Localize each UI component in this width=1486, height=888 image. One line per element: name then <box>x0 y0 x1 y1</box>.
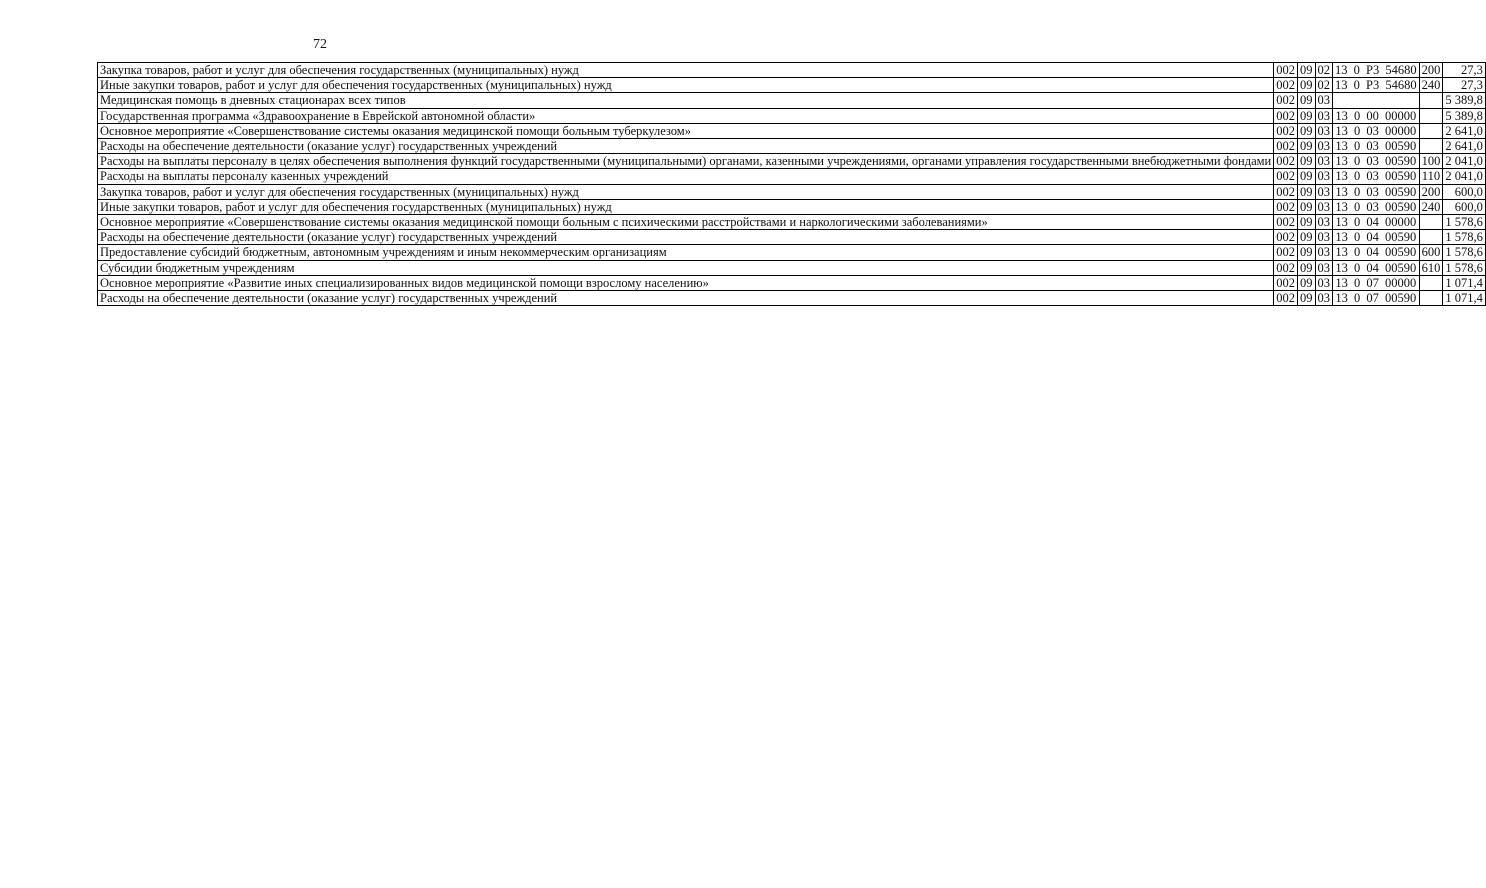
expense-type-cell: 240 <box>1419 199 1443 214</box>
expense-type-cell: 610 <box>1419 260 1443 275</box>
subsection-code-cell: 03 <box>1315 108 1333 123</box>
target-article-cell: 13 0 04 00590 <box>1333 260 1420 275</box>
department-code-cell: 002 <box>1274 230 1298 245</box>
expense-type-cell <box>1419 230 1443 245</box>
amount-cell: 2 041,0 <box>1443 169 1486 184</box>
target-article-cell: 13 0 03 00590 <box>1333 154 1420 169</box>
target-article-cell: 13 0 07 00590 <box>1333 291 1420 306</box>
expense-type-cell: 600 <box>1419 245 1443 260</box>
subsection-code-cell: 02 <box>1315 63 1333 78</box>
expense-type-cell <box>1419 123 1443 138</box>
amount-cell: 5 389,8 <box>1443 93 1486 108</box>
target-article-cell: 13 0 03 00590 <box>1333 184 1420 199</box>
section-code-cell: 09 <box>1298 260 1316 275</box>
amount-cell: 2 041,0 <box>1443 154 1486 169</box>
table-row <box>98 275 1486 290</box>
subsection-code-cell: 03 <box>1315 199 1333 214</box>
subsection-code-cell: 03 <box>1315 230 1333 245</box>
amount-cell: 1 071,4 <box>1443 291 1486 306</box>
expense-type-cell: 240 <box>1419 78 1443 93</box>
section-code-cell: 09 <box>1298 154 1316 169</box>
section-code-cell: 09 <box>1298 184 1316 199</box>
amount-cell: 1 578,6 <box>1443 245 1486 260</box>
subsection-code-cell: 03 <box>1315 275 1333 290</box>
target-article-cell <box>1333 93 1420 108</box>
amount-cell: 1 071,4 <box>1443 275 1486 290</box>
row-name-cell: Расходы на обеспечение деятельности (оказание услуг) государственных учреждений <box>98 230 1274 245</box>
expense-type-cell <box>1419 108 1443 123</box>
section-code-cell: 09 <box>1298 230 1316 245</box>
department-code-cell: 002 <box>1274 154 1298 169</box>
subsection-code-cell: 03 <box>1315 139 1333 154</box>
target-article-cell: 13 0 03 00590 <box>1333 139 1420 154</box>
amount-cell: 2 641,0 <box>1443 123 1486 138</box>
table-row <box>98 78 1486 93</box>
target-article-cell: 13 0 03 00590 <box>1333 199 1420 214</box>
expense-type-cell <box>1419 93 1443 108</box>
row-name-cell: Основное мероприятие «Совершенствование системы оказания медицинской помощи больным туберкулезом» <box>98 123 1274 138</box>
amount-cell: 1 578,6 <box>1443 230 1486 245</box>
section-code-cell: 09 <box>1298 139 1316 154</box>
table-row <box>98 230 1486 245</box>
section-code-cell: 09 <box>1298 78 1316 93</box>
expense-type-cell: 110 <box>1419 169 1443 184</box>
subsection-code-cell: 03 <box>1315 245 1333 260</box>
table-row <box>98 169 1486 184</box>
expense-type-cell <box>1419 275 1443 290</box>
target-article-cell: 13 0 Р3 54680 <box>1333 63 1420 78</box>
table-row <box>98 291 1486 306</box>
department-code-cell: 002 <box>1274 199 1298 214</box>
table-row <box>98 215 1486 230</box>
expense-type-cell: 100 <box>1419 154 1443 169</box>
amount-cell: 1 578,6 <box>1443 215 1486 230</box>
page-number: 72 <box>313 37 327 52</box>
table-row <box>98 63 1486 78</box>
department-code-cell: 002 <box>1274 245 1298 260</box>
amount-cell: 1 578,6 <box>1443 260 1486 275</box>
target-article-cell: 13 0 04 00000 <box>1333 215 1420 230</box>
amount-cell: 5 389,8 <box>1443 108 1486 123</box>
subsection-code-cell: 03 <box>1315 123 1333 138</box>
department-code-cell: 002 <box>1274 123 1298 138</box>
row-name-cell: Иные закупки товаров, работ и услуг для обеспечения государственных (муниципальных) нужд <box>98 199 1274 214</box>
subsection-code-cell: 03 <box>1315 184 1333 199</box>
target-article-cell: 13 0 03 00590 <box>1333 169 1420 184</box>
amount-cell: 600,0 <box>1443 199 1486 214</box>
target-article-cell: 13 0 Р3 54680 <box>1333 78 1420 93</box>
table-row <box>98 123 1486 138</box>
expense-type-cell <box>1419 291 1443 306</box>
table-row <box>98 108 1486 123</box>
expense-type-cell <box>1419 139 1443 154</box>
amount-cell: 27,3 <box>1443 63 1486 78</box>
row-name-cell: Закупка товаров, работ и услуг для обеспечения государственных (муниципальных) нужд <box>98 184 1274 199</box>
table-row <box>98 93 1486 108</box>
department-code-cell: 002 <box>1274 108 1298 123</box>
department-code-cell: 002 <box>1274 139 1298 154</box>
amount-cell: 2 641,0 <box>1443 139 1486 154</box>
subsection-code-cell: 03 <box>1315 93 1333 108</box>
section-code-cell: 09 <box>1298 215 1316 230</box>
section-code-cell: 09 <box>1298 275 1316 290</box>
row-name-cell: Основное мероприятие «Развитие иных специализированных видов медицинской помощи взрослому населению» <box>98 275 1274 290</box>
subsection-code-cell: 02 <box>1315 78 1333 93</box>
expense-type-cell <box>1419 215 1443 230</box>
table-row <box>98 245 1486 260</box>
department-code-cell: 002 <box>1274 169 1298 184</box>
target-article-cell: 13 0 04 00590 <box>1333 230 1420 245</box>
table-row <box>98 139 1486 154</box>
department-code-cell: 002 <box>1274 78 1298 93</box>
target-article-cell: 13 0 00 00000 <box>1333 108 1420 123</box>
row-name-cell: Расходы на обеспечение деятельности (оказание услуг) государственных учреждений <box>98 139 1274 154</box>
section-code-cell: 09 <box>1298 245 1316 260</box>
budget-table <box>97 62 1486 306</box>
row-name-cell: Предоставление субсидий бюджетным, автономным учреждениям и иным некоммерческим организациям <box>98 245 1274 260</box>
section-code-cell: 09 <box>1298 63 1316 78</box>
subsection-code-cell: 03 <box>1315 291 1333 306</box>
department-code-cell: 002 <box>1274 215 1298 230</box>
subsection-code-cell: 03 <box>1315 260 1333 275</box>
expense-type-cell: 200 <box>1419 63 1443 78</box>
target-article-cell: 13 0 03 00000 <box>1333 123 1420 138</box>
row-name-cell: Медицинская помощь в дневных стационарах всех типов <box>98 93 1274 108</box>
department-code-cell: 002 <box>1274 93 1298 108</box>
budget-table-body <box>98 63 1486 306</box>
row-name-cell: Расходы на выплаты персоналу казенных учреждений <box>98 169 1274 184</box>
subsection-code-cell: 03 <box>1315 169 1333 184</box>
amount-cell: 27,3 <box>1443 78 1486 93</box>
section-code-cell: 09 <box>1298 291 1316 306</box>
department-code-cell: 002 <box>1274 275 1298 290</box>
subsection-code-cell: 03 <box>1315 154 1333 169</box>
row-name-cell: Расходы на обеспечение деятельности (оказание услуг) государственных учреждений <box>98 291 1274 306</box>
section-code-cell: 09 <box>1298 199 1316 214</box>
row-name-cell: Государственная программа «Здравоохранение в Еврейской автономной области» <box>98 108 1274 123</box>
target-article-cell: 13 0 07 00000 <box>1333 275 1420 290</box>
table-row <box>98 184 1486 199</box>
section-code-cell: 09 <box>1298 108 1316 123</box>
section-code-cell: 09 <box>1298 123 1316 138</box>
subsection-code-cell: 03 <box>1315 215 1333 230</box>
row-name-cell: Основное мероприятие «Совершенствование системы оказания медицинской помощи больным с психическими расстройствами и наркологическими заболеваниями» <box>98 215 1274 230</box>
department-code-cell: 002 <box>1274 260 1298 275</box>
row-name-cell: Субсидии бюджетным учреждениям <box>98 260 1274 275</box>
department-code-cell: 002 <box>1274 184 1298 199</box>
table-row <box>98 154 1486 169</box>
table-row <box>98 199 1486 214</box>
row-name-cell: Иные закупки товаров, работ и услуг для обеспечения государственных (муниципальных) нужд <box>98 78 1274 93</box>
department-code-cell: 002 <box>1274 63 1298 78</box>
section-code-cell: 09 <box>1298 93 1316 108</box>
section-code-cell: 09 <box>1298 169 1316 184</box>
expense-type-cell: 200 <box>1419 184 1443 199</box>
row-name-cell: Закупка товаров, работ и услуг для обеспечения государственных (муниципальных) нужд <box>98 63 1274 78</box>
table-row <box>98 260 1486 275</box>
department-code-cell: 002 <box>1274 291 1298 306</box>
target-article-cell: 13 0 04 00590 <box>1333 245 1420 260</box>
amount-cell: 600,0 <box>1443 184 1486 199</box>
row-name-cell: Расходы на выплаты персоналу в целях обеспечения выполнения функций государственными (муниципальными) органами, казенными учреждениями, органами управления государственными внебюджетными фондами <box>98 154 1274 169</box>
